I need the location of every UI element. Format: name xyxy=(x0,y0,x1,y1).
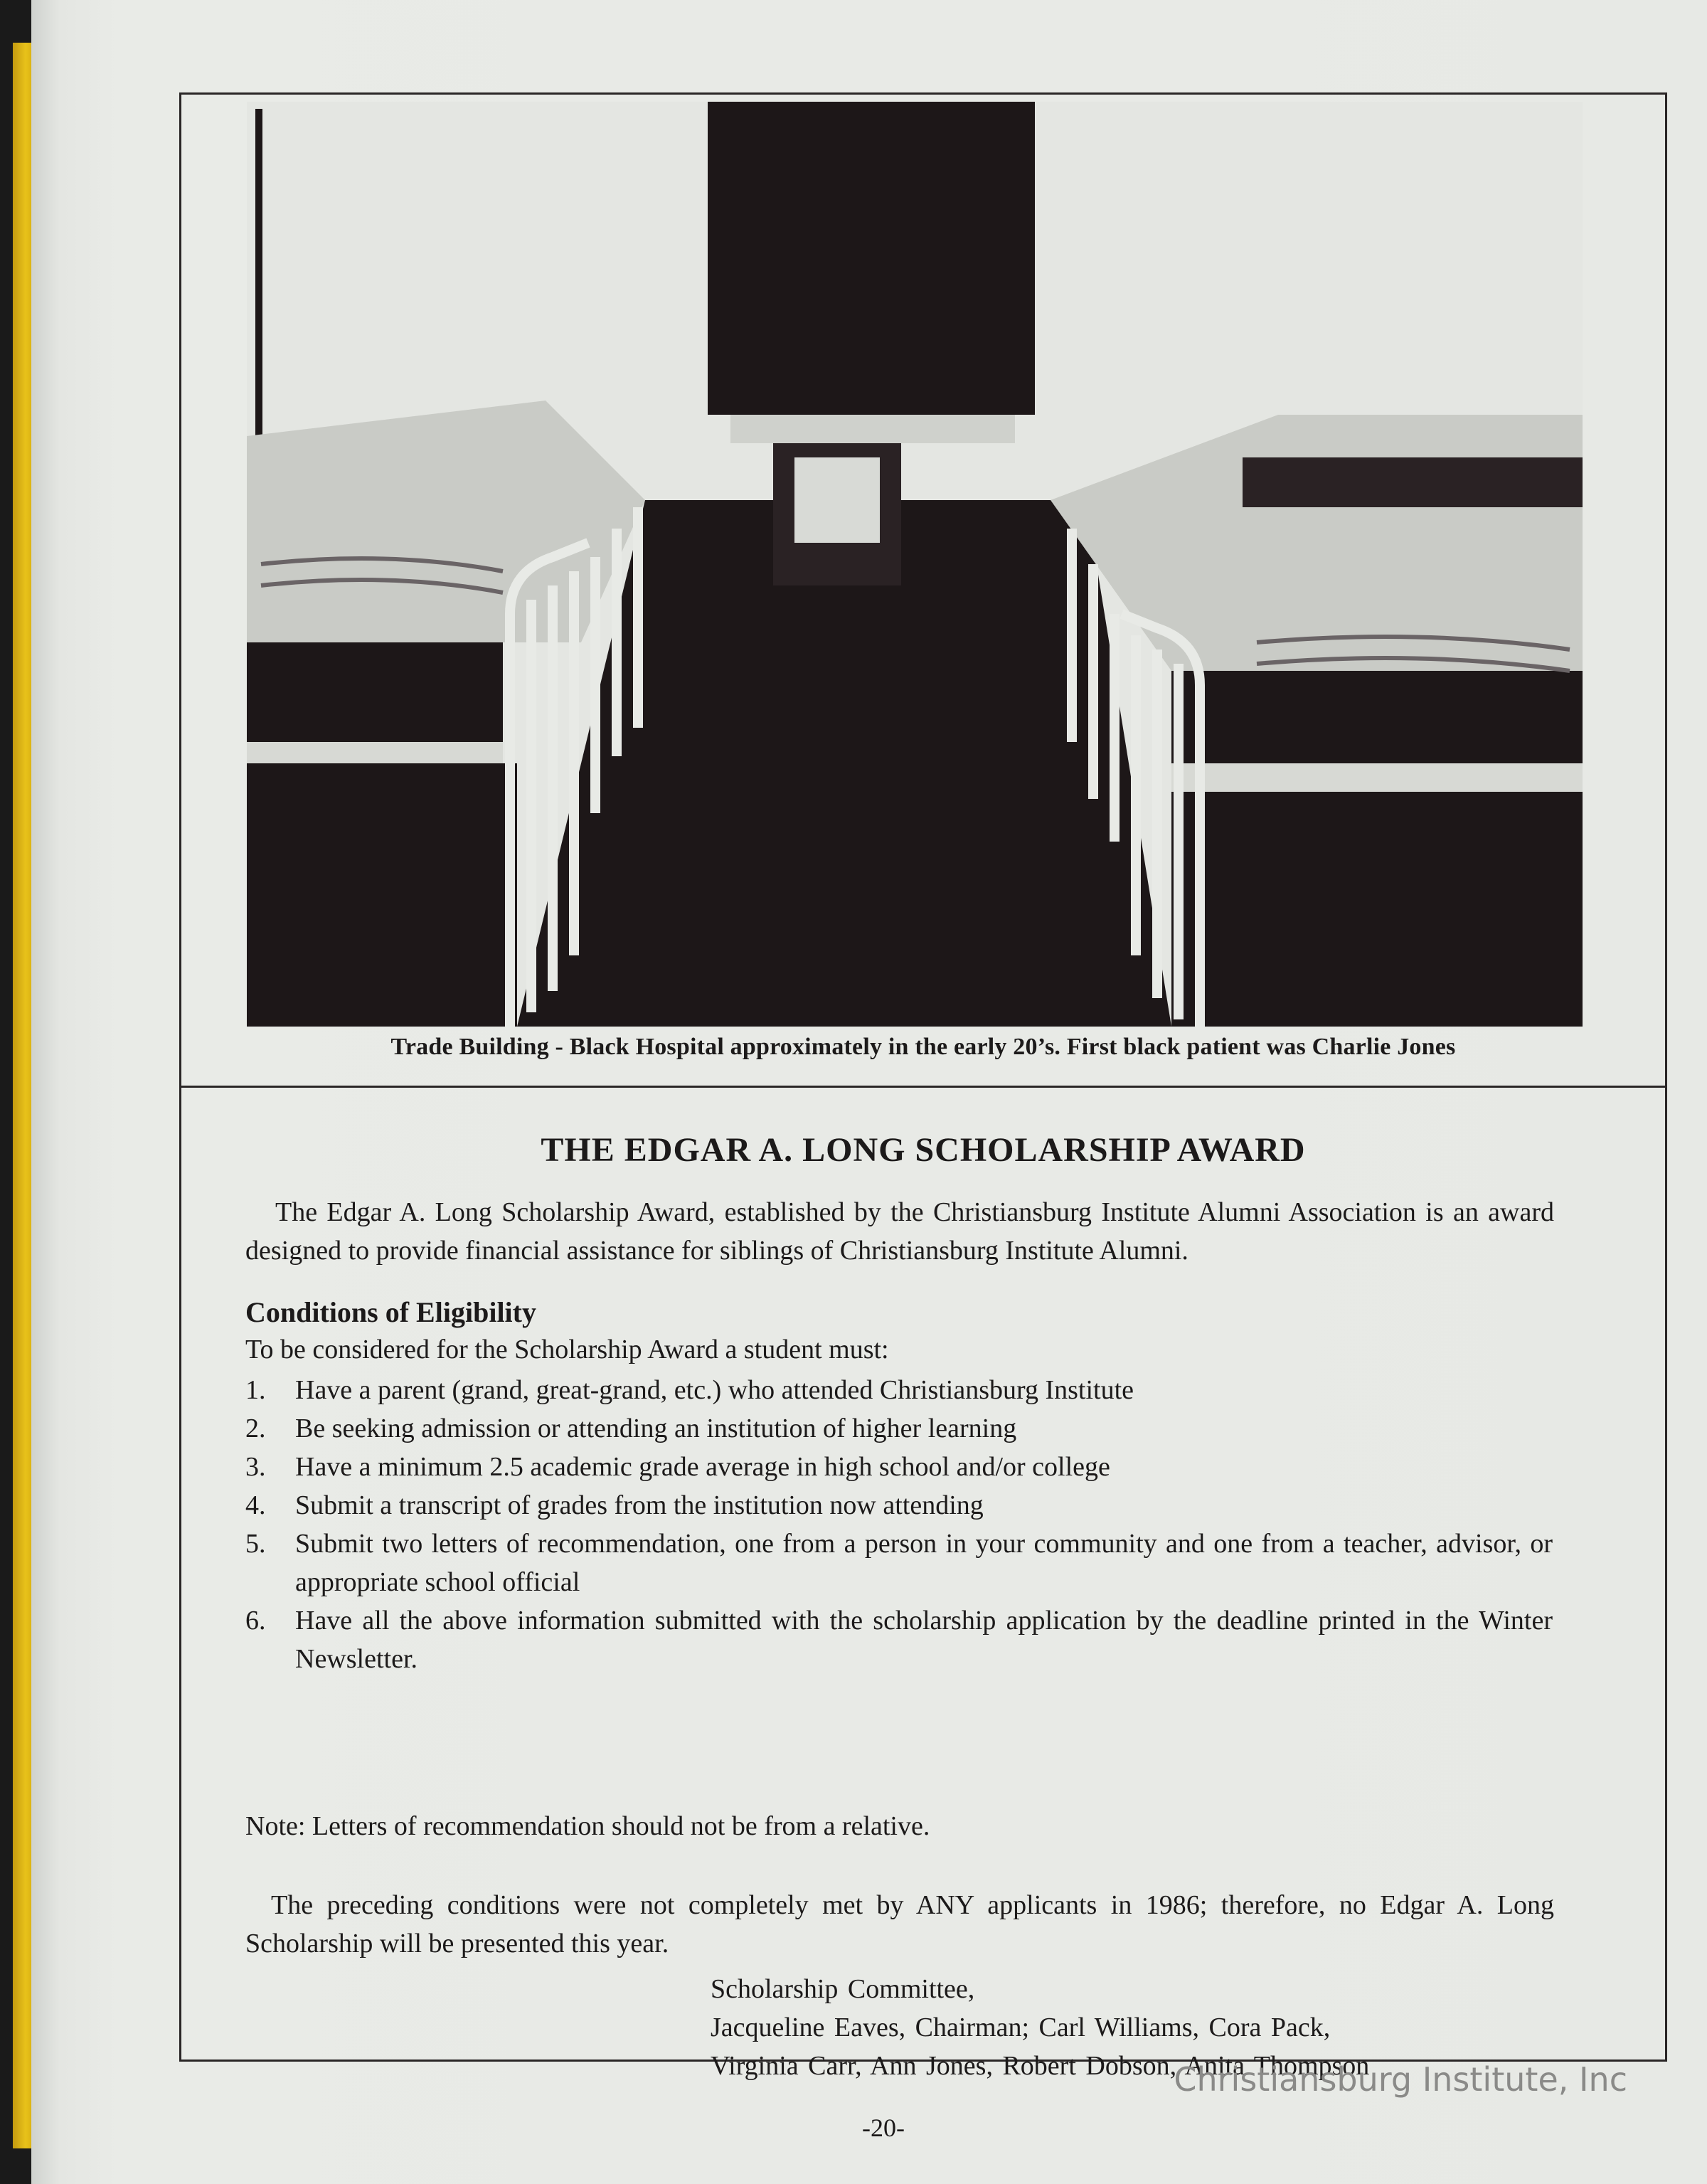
signature-line: Jacqueline Eaves, Chairman; Carl Williams, Cora Pack, xyxy=(711,2013,1331,2042)
photo-panel xyxy=(181,95,1665,1088)
article-title: THE EDGAR A. LONG SCHOLARSHIP AWARD xyxy=(541,1131,1306,1169)
conditions-list xyxy=(245,1371,1553,1678)
conditions-lead: To be considered for the Scholarship Award a student must: xyxy=(245,1335,889,1364)
condition-item: 1. Have a parent (grand, great-grand, etc.) who attended Christiansburg Institute xyxy=(245,1375,1134,1405)
hospital-ward-photo xyxy=(247,102,1583,1027)
photo-caption: Trade Building - Black Hospital approximately in the early 20’s. First black patient was Charlie Jones xyxy=(390,1034,1456,1060)
condition-item: 6. Have all the above information submitted with the scholarship application by the deadline printed in the Winter Newsletter. xyxy=(245,1606,1553,1674)
condition-item: 2. Be seeking admission or attending an institution of higher learning xyxy=(245,1414,1017,1443)
signature-line: Virginia Carr, Ann Jones, Robert Dobson, Anita Thompson xyxy=(711,2051,1370,2081)
intro-paragraph: The Edgar A. Long Scholarship Award, established by the Christiansburg Institute Alumni Association is an award designed to provide financial assistance for siblings of Christiansburg Institute Alumni. xyxy=(245,1197,1554,1266)
hospital-ward-image xyxy=(247,102,1583,1027)
closing-paragraph: The preceding conditions were not completely met by ANY applicants in 1986; therefore, no Edgar A. Long Scholarship will be presented this year. xyxy=(245,1890,1554,1958)
signature-line: Scholarship Committee, xyxy=(711,1974,975,2004)
note-text: Note: Letters of recommendation should not be from a relative. xyxy=(245,1811,930,1841)
watermark-text: Christiansburg Institute, Inc xyxy=(1174,2060,1627,2099)
condition-item: 3. Have a minimum 2.5 academic grade average in high school and/or college xyxy=(245,1452,1110,1482)
document-page xyxy=(31,0,1707,2184)
conditions-heading: Conditions of Eligibility xyxy=(245,1296,536,1328)
condition-item: 4. Submit a transcript of grades from the institution now attending xyxy=(245,1490,984,1520)
page-number: -20- xyxy=(862,2114,905,2142)
condition-item: 5. Submit two letters of recommendation, one from a person in your community and one from a teacher, advisor, or appropriate school official xyxy=(245,1529,1553,1597)
